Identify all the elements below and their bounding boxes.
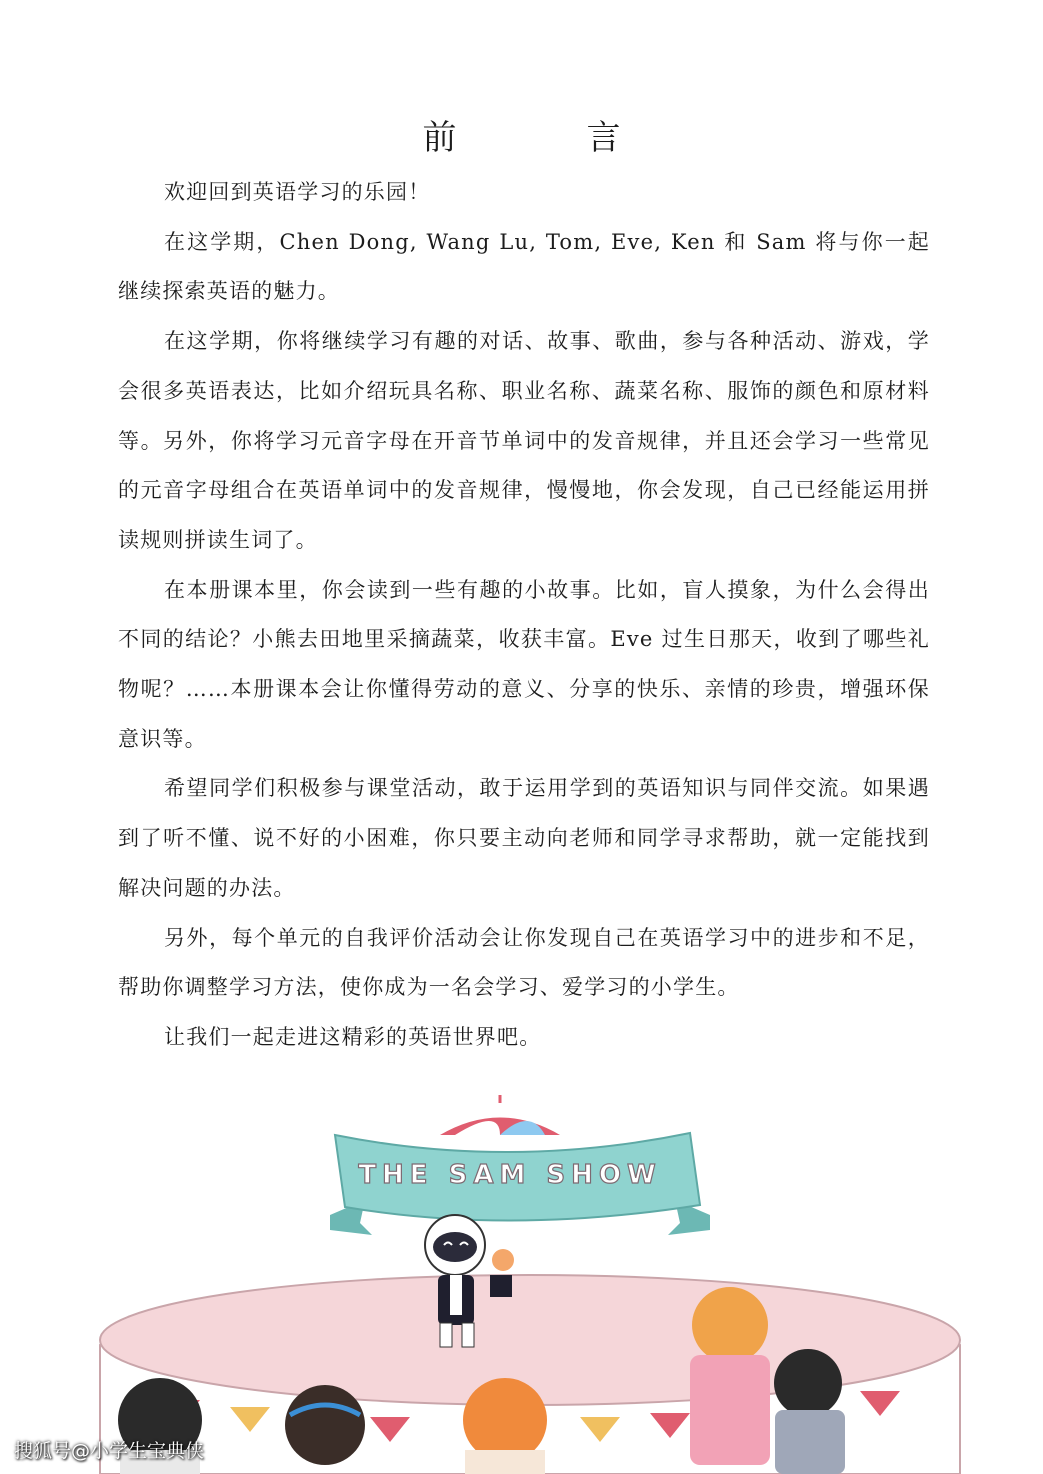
paragraph-1: 欢迎回到英语学习的乐园！ xyxy=(164,180,431,204)
paragraph-5: 希望同学们积极参与课堂活动，敢于运用学到的英语知识与同伴交流。如果遇到了听不懂、说不好的小困难，你只要主动向老师和同学寻求帮助，就一定能找到解决问题的办法。 xyxy=(118,776,930,900)
sam-show-illustration xyxy=(0,1095,1043,1474)
banner xyxy=(330,1133,710,1235)
paragraph-6: 另外，每个单元的自我评价活动会让你发现自己在英语学习中的进步和不足，帮助你调整学习方法，使你成为一名会学习、爱学习的小学生。 xyxy=(118,925,930,1000)
preface-body xyxy=(118,168,930,1063)
paragraph-2: 在这学期，Chen Dong, Wang Lu, Tom, Eve, Ken 和 Sam 将与你一起继续探索英语的魅力。 xyxy=(118,229,930,304)
paragraph-4: 在本册课本里，你会读到一些有趣的小故事。比如，盲人摸象，为什么会得出不同的结论？小熊去田地里采摘蔬菜，收获丰富。Eve 过生日那天，收到了哪些礼物呢？……本册课本会让你懂得劳动的意义、分享的快乐、亲情的珍贵，增强环保意识等。 xyxy=(118,577,930,751)
page-title: 前 言 xyxy=(422,118,669,158)
paragraph-3: 在这学期，你将继续学习有趣的对话、故事、歌曲，参与各种活动、游戏，学会很多英语表达，比如介绍玩具名称、职业名称、蔬菜名称、服饰的颜色和原材料等。另外，你将学习元音字母在开音节单词中的发音规律，并且还会学习一些常见的元音字母组合在英语单词中的发音规律，慢慢地，你会发现，自己已经能运用拼读规则拼读生词了。 xyxy=(118,329,930,552)
watermark: 搜狐号@小学生宝典侠 xyxy=(14,1440,205,1462)
banner-text: THE SAM SHOW xyxy=(358,1160,662,1190)
circus-tent-icon xyxy=(440,1095,560,1135)
paragraph-7: 让我们一起走进这精彩的英语世界吧。 xyxy=(164,1024,542,1049)
